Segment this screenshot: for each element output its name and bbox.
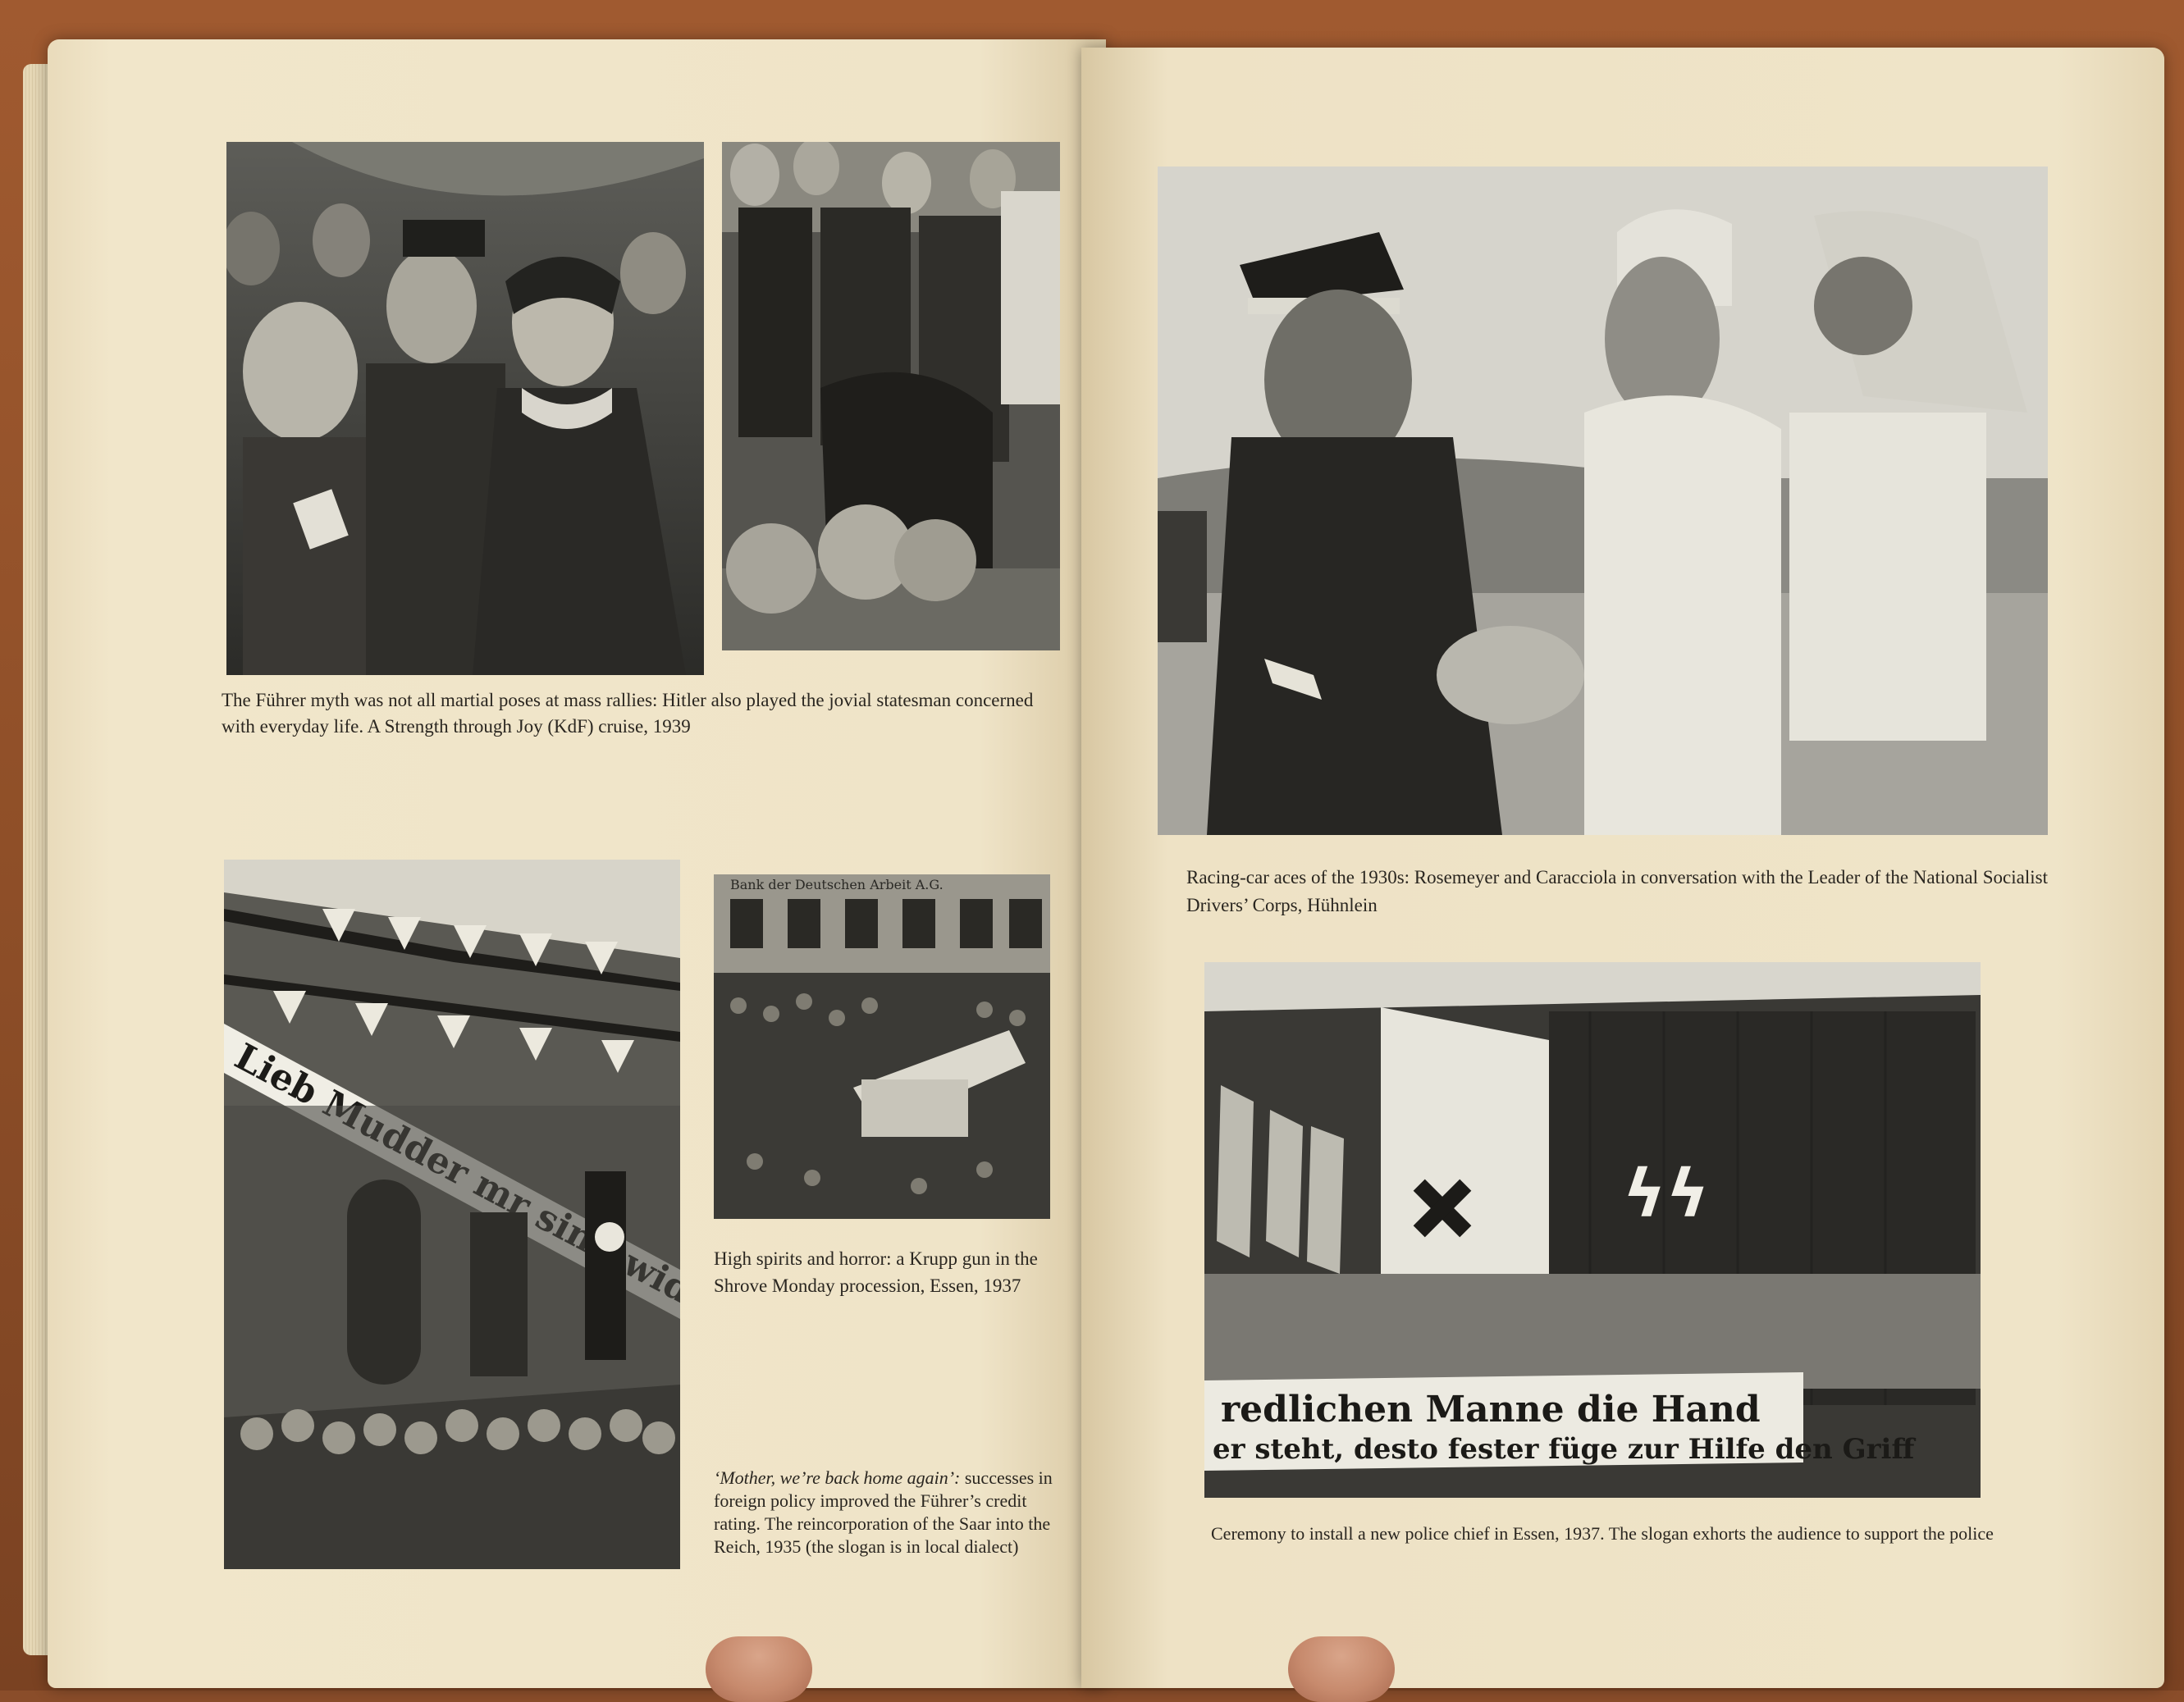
right-page (1081, 48, 2164, 1688)
caption-krupp-gun: High spirits and horror: a Krupp gun in the Shrove Monday procession, Essen, 1937 (714, 1248, 1038, 1296)
ceremony-banner-line2: er steht, desto fester füge zur Hilfe den Griff (1213, 1433, 1915, 1466)
ceremony-banner-line1: redlichen Manne die Hand (1221, 1389, 1761, 1431)
photo-racing-aces (1158, 167, 2048, 835)
caption-saar-return: ‘Mother, we’re back home again’: successes in foreign policy improved the Führer’s credit rating. The reincorporation of the Saar into the Reich, 1935 (the slogan is in local dialect) (714, 1467, 1053, 1557)
open-book (23, 15, 2166, 1691)
photo-bowling (722, 142, 1060, 650)
svg-text:ϟϟ: ϟϟ (1623, 1156, 1710, 1232)
photo-krupp-procession (714, 874, 1050, 1219)
photo-police-ceremony (1204, 962, 1981, 1498)
caption-racing-aces: Racing-car aces of the 1930s: Rosemeyer and Caracciola in conversation with the Leader of the National Socialist Drivers’ Corps, Hühnlein (1186, 867, 2048, 915)
photo-hitler-crowd (226, 142, 704, 675)
building-sign-text: Bank der Deutschen Arbeit A.G. (730, 877, 944, 892)
right-thumb (1288, 1636, 1395, 1702)
left-thumb (706, 1636, 812, 1702)
caption-police-ceremony: Ceremony to install a new police chief in Essen, 1937. The slogan exhorts the audience to support the police (1211, 1523, 1994, 1544)
left-page (48, 39, 1106, 1688)
caption-hitler-kdf: The Führer myth was not all martial poses at mass rallies: Hitler also played the jovial statesman concerned with everyday life. A Strength through Joy (KdF) cruise, 1939 (222, 690, 1034, 737)
photo-saar-street (224, 860, 680, 1569)
